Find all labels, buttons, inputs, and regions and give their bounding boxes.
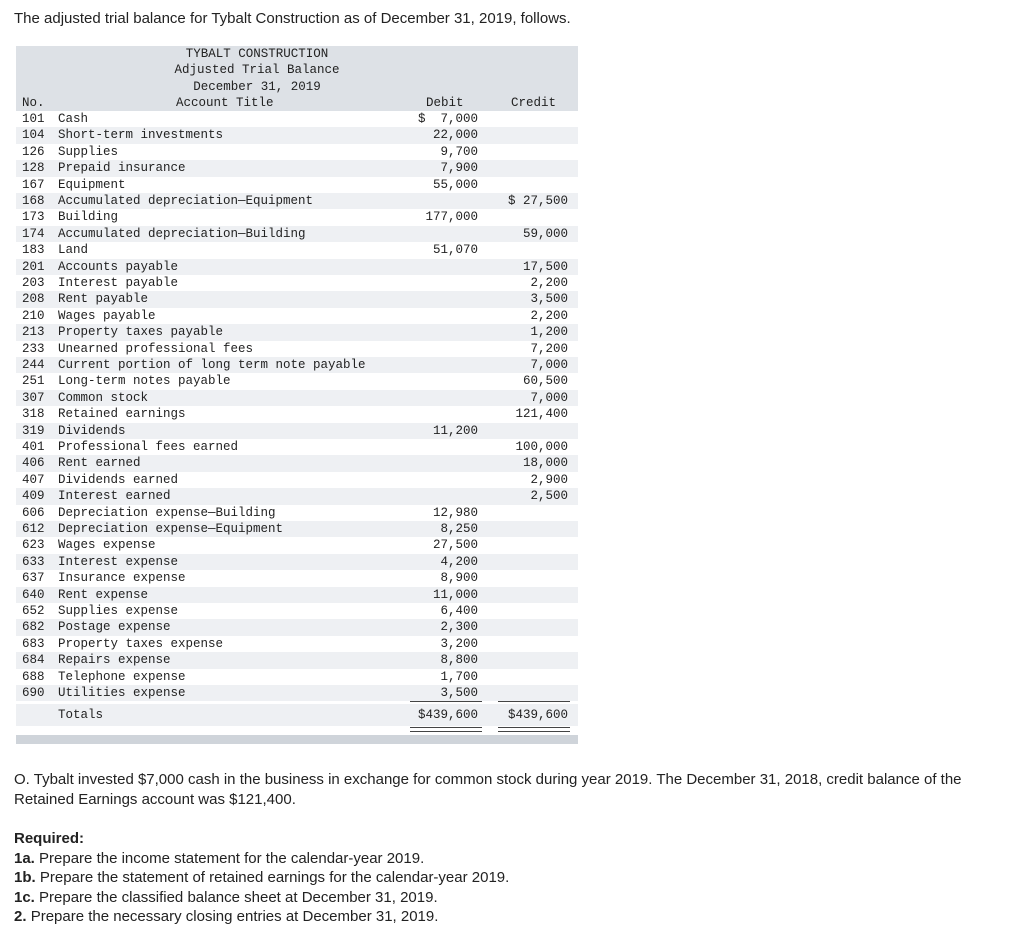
debit-amount: 22,000 xyxy=(432,128,478,143)
table-row xyxy=(16,291,578,307)
account-number: 167 xyxy=(22,177,45,192)
account-title: Common stock xyxy=(58,390,149,405)
table-row xyxy=(16,439,578,455)
narrative-paragraph: O. Tybalt invested $7,000 cash in the business in exchange for common stock during year 2019. The December 31, 2018, credit balance of the Retained Earnings account was $121,400. xyxy=(14,771,962,808)
account-title: Wages expense xyxy=(58,538,156,553)
debit-amount: 3,200 xyxy=(440,636,478,651)
account-title: Supplies expense xyxy=(58,604,179,618)
account-title: Accumulated depreciation—Building xyxy=(58,226,306,241)
debit-amount: 7,900 xyxy=(440,161,478,176)
table-row xyxy=(16,209,578,225)
table-row xyxy=(16,423,578,439)
totals-row xyxy=(16,704,578,726)
account-title: Property taxes expense xyxy=(58,636,224,651)
credit-amount: 3,500 xyxy=(530,292,568,307)
account-number: 612 xyxy=(22,522,45,536)
account-number: 104 xyxy=(22,128,45,143)
debit-amount: 11,000 xyxy=(432,587,478,602)
account-number: 203 xyxy=(22,276,45,290)
account-number: 401 xyxy=(22,440,45,454)
account-number: 210 xyxy=(22,308,45,323)
account-number: 409 xyxy=(22,489,45,504)
account-title: Telephone expense xyxy=(58,669,186,684)
credit-amount: 7,200 xyxy=(530,341,568,356)
table-bottom-bar xyxy=(16,735,578,744)
table-row xyxy=(16,177,578,193)
account-title: Rent expense xyxy=(58,587,149,602)
debit-amount: 8,900 xyxy=(440,571,478,586)
account-number: 213 xyxy=(22,325,45,340)
company-name: TYBALT CONSTRUCTION xyxy=(185,47,329,61)
account-title: Repairs expense xyxy=(58,653,171,668)
required-item xyxy=(14,849,509,869)
account-number: 652 xyxy=(22,604,45,618)
account-title: Supplies xyxy=(58,144,119,159)
credit-amount: 59,000 xyxy=(522,226,568,241)
required-item-tag: 1b. xyxy=(14,869,36,887)
account-number: 682 xyxy=(22,620,45,635)
table-row xyxy=(16,341,578,357)
table-row xyxy=(16,275,578,291)
required-item-text: Prepare the income statement for the calendar-year 2019. xyxy=(39,849,425,867)
account-number: 406 xyxy=(22,456,45,471)
account-number: 407 xyxy=(22,472,45,487)
account-title: Insurance expense xyxy=(58,571,186,586)
credit-amount: 7,000 xyxy=(530,358,568,372)
debit-amount: 12,980 xyxy=(432,505,478,520)
credit-amount: 17,500 xyxy=(522,259,568,274)
required-item-tag: 1a. xyxy=(14,849,35,867)
debit-amount: 9,700 xyxy=(440,144,478,159)
table-row xyxy=(16,521,578,537)
account-title: Prepaid insurance xyxy=(58,161,186,176)
account-number: 623 xyxy=(22,538,45,553)
credit-amount: 2,200 xyxy=(530,276,568,290)
required-item-text: Prepare the necessary closing entries at December 31, 2019. xyxy=(30,908,439,926)
column-header-account-title: Account Title xyxy=(176,96,274,110)
account-number: 307 xyxy=(22,390,45,405)
account-title: Interest expense xyxy=(58,554,179,569)
table-row xyxy=(16,390,578,406)
account-number: 640 xyxy=(22,587,45,602)
credit-amount: 2,500 xyxy=(530,489,568,504)
totals-credit: $439,600 xyxy=(507,708,568,722)
table-row xyxy=(16,669,578,685)
account-number: 633 xyxy=(22,554,45,569)
table-header xyxy=(16,46,578,111)
credit-double-rule xyxy=(498,727,570,732)
debit-amount: 8,250 xyxy=(440,522,478,536)
credit-amount: 18,000 xyxy=(522,456,568,471)
table-row xyxy=(16,259,578,275)
account-number: 126 xyxy=(22,144,45,159)
trial-balance-table xyxy=(16,46,578,746)
debit-amount: 177,000 xyxy=(425,210,478,225)
debit-amount: 1,700 xyxy=(440,669,478,684)
account-number: 606 xyxy=(22,505,45,520)
credit-amount: 60,500 xyxy=(522,374,568,389)
account-number: 637 xyxy=(22,571,45,586)
account-title: Long-term notes payable xyxy=(58,374,231,389)
required-item xyxy=(14,868,509,888)
account-number: 101 xyxy=(22,112,45,126)
account-number: 688 xyxy=(22,669,45,684)
account-number: 683 xyxy=(22,636,45,651)
account-title: Interest earned xyxy=(58,489,171,504)
table-row xyxy=(16,488,578,504)
column-header-credit: Credit xyxy=(511,96,557,110)
account-title: Rent payable xyxy=(58,292,149,307)
credit-sum-line xyxy=(498,701,570,702)
debit-amount: 2,300 xyxy=(440,620,478,635)
table-row xyxy=(16,127,578,143)
table-row xyxy=(16,619,578,635)
account-title: Retained earnings xyxy=(58,407,186,422)
account-number: 174 xyxy=(22,226,45,241)
account-title: Equipment xyxy=(58,177,126,192)
table-row xyxy=(16,357,578,373)
debit-amount: 11,200 xyxy=(432,423,478,438)
table-row xyxy=(16,603,578,619)
account-title: Interest payable xyxy=(58,276,179,290)
account-title: Depreciation expense—Building xyxy=(58,505,276,520)
table-row xyxy=(16,505,578,521)
table-row xyxy=(16,406,578,422)
debit-amount: $ 7,000 xyxy=(417,112,478,126)
table-row xyxy=(16,652,578,668)
required-heading: Required: xyxy=(14,830,85,847)
credit-amount: 100,000 xyxy=(515,440,568,454)
account-title: Land xyxy=(58,243,89,258)
credit-amount: 121,400 xyxy=(515,407,568,422)
table-row xyxy=(16,193,578,209)
table-row xyxy=(16,636,578,652)
table-row xyxy=(16,226,578,242)
debit-amount: 4,200 xyxy=(440,554,478,569)
table-row xyxy=(16,308,578,324)
debit-amount: 27,500 xyxy=(432,538,478,553)
account-number: 318 xyxy=(22,407,45,422)
debit-double-rule xyxy=(410,727,482,732)
account-title: Current portion of long term note payable xyxy=(58,358,366,372)
debit-amount: 51,070 xyxy=(432,243,478,258)
debit-amount: 6,400 xyxy=(440,604,478,618)
account-title: Dividends earned xyxy=(58,472,179,487)
account-title: Wages payable xyxy=(58,308,156,323)
table-row xyxy=(16,554,578,570)
intro-text: The adjusted trial balance for Tybalt Construction as of December 31, 2019, follows. xyxy=(14,10,571,27)
table-row xyxy=(16,111,578,127)
account-number: 173 xyxy=(22,210,45,225)
account-number: 233 xyxy=(22,341,45,356)
table-row xyxy=(16,587,578,603)
required-item-text: Prepare the classified balance sheet at December 31, 2019. xyxy=(39,888,438,906)
required-item-tag: 1c. xyxy=(14,888,35,906)
account-number: 684 xyxy=(22,653,45,668)
debit-amount: 55,000 xyxy=(432,177,478,192)
account-title: Building xyxy=(58,210,119,225)
account-title: Property taxes payable xyxy=(58,325,224,340)
report-date: December 31, 2019 xyxy=(193,79,321,94)
account-number: 168 xyxy=(22,194,45,208)
column-header-debit: Debit xyxy=(426,96,464,110)
account-number: 251 xyxy=(22,374,45,389)
required-item-text: Prepare the statement of retained earnings for the calendar-year 2019. xyxy=(39,869,510,887)
totals-label: Totals xyxy=(58,708,104,722)
account-number: 319 xyxy=(22,423,45,438)
account-title: Unearned professional fees xyxy=(58,341,254,356)
account-number: 244 xyxy=(22,358,45,372)
account-title: Postage expense xyxy=(58,620,171,635)
table-row xyxy=(16,373,578,389)
account-number: 201 xyxy=(22,259,45,274)
credit-amount: 1,200 xyxy=(530,325,568,340)
account-title: Rent earned xyxy=(58,456,141,471)
table-row xyxy=(16,160,578,176)
totals-debit: $439,600 xyxy=(417,708,478,722)
table-row xyxy=(16,537,578,553)
account-number: 208 xyxy=(22,292,45,307)
table-row xyxy=(16,455,578,471)
credit-amount: 7,000 xyxy=(530,390,568,405)
account-title: Depreciation expense—Equipment xyxy=(58,522,284,536)
debit-amount: 3,500 xyxy=(440,686,478,700)
debit-amount: 8,800 xyxy=(440,653,478,668)
table-row xyxy=(16,570,578,586)
table-row xyxy=(16,324,578,340)
table-row xyxy=(16,242,578,258)
account-title: Cash xyxy=(58,112,89,126)
account-title: Accumulated depreciation—Equipment xyxy=(58,194,314,208)
account-title: Utilities expense xyxy=(58,686,186,700)
column-header-no: No. xyxy=(22,96,45,110)
table-row xyxy=(16,144,578,160)
required-item xyxy=(14,907,509,927)
credit-amount: 2,200 xyxy=(530,308,568,323)
account-number: 690 xyxy=(22,686,45,700)
credit-amount: 2,900 xyxy=(530,472,568,487)
account-title: Short-term investments xyxy=(58,128,224,143)
account-number: 128 xyxy=(22,161,45,176)
account-title: Professional fees earned xyxy=(58,440,239,454)
debit-sum-line xyxy=(410,701,482,702)
account-number: 183 xyxy=(22,243,45,258)
required-section xyxy=(14,829,509,927)
account-title: Accounts payable xyxy=(58,259,179,274)
required-item xyxy=(14,888,509,908)
table-row xyxy=(16,472,578,488)
credit-amount: $ 27,500 xyxy=(507,194,568,208)
report-title: Adjusted Trial Balance xyxy=(174,63,340,78)
table-row xyxy=(16,685,578,701)
account-title: Dividends xyxy=(58,423,126,438)
required-item-tag: 2. xyxy=(14,908,27,926)
